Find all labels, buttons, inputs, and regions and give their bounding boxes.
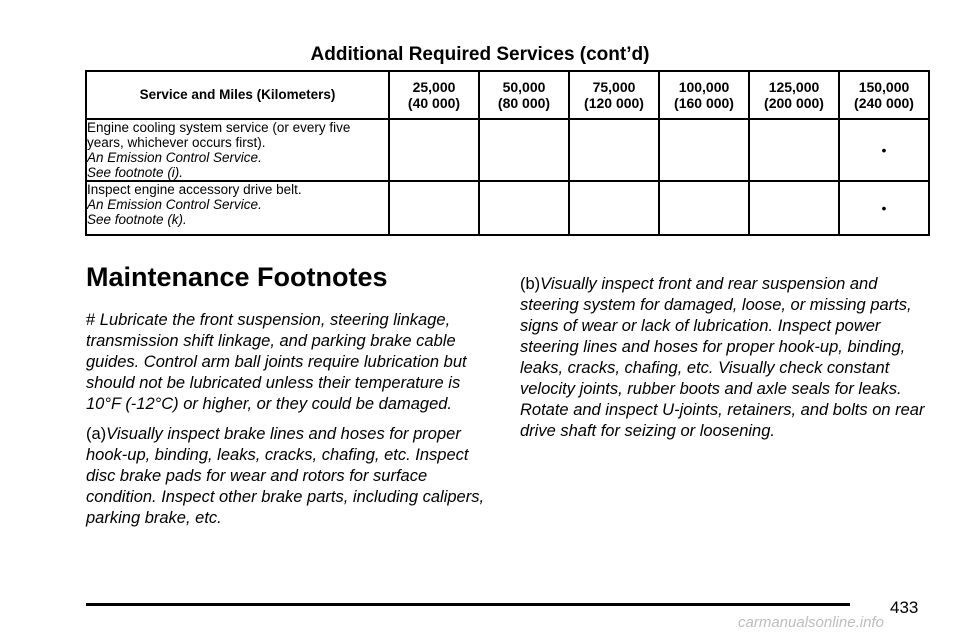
interval-mark xyxy=(569,119,659,181)
footnote-a: (a)Visually inspect brake lines and hoses for proper hook-up, binding, leaks, cracks, chafing, etc. Inspect disc brake pads for wear and rotors for surface condition. Inspect other brake parts, including calipers, parking brake, etc. xyxy=(86,425,485,527)
table-row xyxy=(86,181,929,235)
header-interval-2: 50,000 (80 000) xyxy=(479,71,569,119)
interval-mark: • xyxy=(839,119,929,181)
header-interval-1: 25,000 (40 000) xyxy=(389,71,479,119)
header-interval-4: 100,000 (160 000) xyxy=(659,71,749,119)
interval-mark xyxy=(749,181,839,235)
header-interval-3: 75,000 (120 000) xyxy=(569,71,659,119)
interval-mark xyxy=(659,119,749,181)
footnotes-left-column xyxy=(86,310,496,538)
interval-mark xyxy=(749,119,839,181)
service-description: Inspect engine accessory drive belt. An Emission Control Service. See footnote (k). xyxy=(86,181,389,235)
table-title: Additional Required Services (cont’d) xyxy=(310,44,650,65)
header-interval-5: 125,000 (200 000) xyxy=(749,71,839,119)
interval-mark xyxy=(479,119,569,181)
interval-mark xyxy=(389,119,479,181)
interval-mark xyxy=(659,181,749,235)
footnotes-right-column xyxy=(520,274,940,451)
footnote-hash: # Lubricate the front suspension, steering linkage, transmission shift linkage, and parking brake cable guides. Control arm ball joints require lubrication but should not be lubricated unless their temperature is 10°F (-12°C) or higher, or they could be damaged. xyxy=(86,311,467,413)
footnote-b: (b)Visually inspect front and rear suspension and steering system for damaged, loose, or missing parts, signs of wear or lack of lubrication. Inspect power steering lines and hoses for proper hook-up, binding, leaks, cracks, chafing, etc. Visually check constant velocity joints, rubber boots and axle seals for leaks. Rotate and inspect U-joints, retainers, and bolts on rear drive shaft for seizing or loosening. xyxy=(520,275,925,440)
header-service-miles: Service and Miles (Kilometers) xyxy=(86,71,389,119)
table-row xyxy=(86,119,929,181)
service-description: Engine cooling system service (or every five years, whichever occurs first). An Emission Control Service. See footnote (i). xyxy=(86,119,389,181)
table-header-row xyxy=(86,71,929,119)
watermark: carmanualsonline.info xyxy=(738,614,884,631)
footnotes-title: Maintenance Footnotes xyxy=(86,262,388,292)
footer-rule xyxy=(86,603,850,606)
interval-mark: • xyxy=(839,181,929,235)
service-table xyxy=(85,70,930,236)
interval-mark xyxy=(569,181,659,235)
header-interval-6: 150,000 (240 000) xyxy=(839,71,929,119)
interval-mark xyxy=(479,181,569,235)
page-number: 433 xyxy=(890,598,919,617)
interval-mark xyxy=(389,181,479,235)
